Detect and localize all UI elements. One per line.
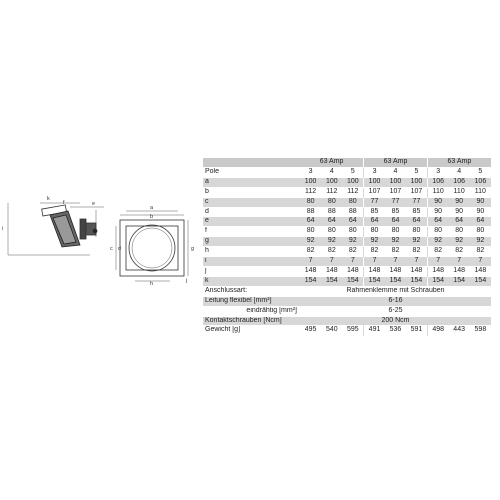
table-cell: 82 xyxy=(406,247,427,257)
table-cell: 112 xyxy=(321,187,342,197)
table-cell: 64 xyxy=(321,217,342,227)
table-row xyxy=(203,197,491,207)
row-label: h xyxy=(203,247,300,257)
table-cell: 7 xyxy=(406,257,427,267)
table-cell: 64 xyxy=(470,217,491,227)
table-cell: 90 xyxy=(427,207,448,217)
table-cell: 154 xyxy=(470,276,491,286)
table-row xyxy=(203,217,491,227)
dim-label-k: k xyxy=(47,196,50,202)
table-cell: 598 xyxy=(470,326,491,336)
table-cell: 80 xyxy=(385,227,406,237)
table-cell: 64 xyxy=(300,217,321,227)
row-value: Rahmenklemme mit Schrauben xyxy=(300,286,491,296)
table-cell: 7 xyxy=(427,257,448,267)
table-cell: 85 xyxy=(385,207,406,217)
table-cell: 5 xyxy=(342,167,363,177)
dim-label-d: d xyxy=(118,246,122,252)
table-cell: 110 xyxy=(449,187,470,197)
row-value: 6-16 xyxy=(300,296,491,306)
dim-label-a: a xyxy=(150,205,154,211)
table-cell: 85 xyxy=(406,207,427,217)
table-cell: 154 xyxy=(321,276,342,286)
anschlussart-row xyxy=(203,286,491,296)
row-label: Pole xyxy=(203,167,300,177)
table-cell: 82 xyxy=(427,247,448,257)
table-cell: 107 xyxy=(406,187,427,197)
table-cell: 80 xyxy=(342,197,363,207)
row-label: Anschlussart: xyxy=(203,286,300,296)
gewicht-row xyxy=(203,326,491,336)
table-cell: 92 xyxy=(385,237,406,247)
eindraehtig-row xyxy=(203,306,491,316)
table-cell: 92 xyxy=(364,237,385,247)
table-cell: 154 xyxy=(300,276,321,286)
table-row xyxy=(203,227,491,237)
table-cell: 80 xyxy=(300,227,321,237)
table-cell: 64 xyxy=(385,217,406,227)
row-value: 200 Ncm xyxy=(300,316,491,326)
table-cell: 92 xyxy=(406,237,427,247)
dim-label-c: c xyxy=(110,246,113,252)
group-header: 63 Amp xyxy=(427,158,491,167)
row-label: g xyxy=(203,237,300,247)
table-cell: 92 xyxy=(300,237,321,247)
table-cell: 154 xyxy=(364,276,385,286)
dim-label-j: j xyxy=(186,278,188,284)
table-cell: 100 xyxy=(321,177,342,187)
table-cell: 148 xyxy=(470,266,491,276)
table-cell: 540 xyxy=(321,326,342,336)
table-cell: 3 xyxy=(300,167,321,177)
table-cell: 5 xyxy=(406,167,427,177)
table-cell: 100 xyxy=(364,177,385,187)
table-cell: 80 xyxy=(342,227,363,237)
table-cell: 106 xyxy=(427,177,448,187)
table-cell: 5 xyxy=(470,167,491,177)
group-header: 63 Amp xyxy=(300,158,364,167)
row-label: d xyxy=(203,207,300,217)
spec-table-body xyxy=(203,158,491,336)
table-cell: 92 xyxy=(321,237,342,247)
table-cell: 64 xyxy=(406,217,427,227)
table-cell: 7 xyxy=(385,257,406,267)
technical-drawing xyxy=(0,185,200,285)
table-cell: 92 xyxy=(342,237,363,247)
table-cell: 7 xyxy=(470,257,491,267)
table-row xyxy=(203,276,491,286)
group-header: 63 Amp xyxy=(364,158,428,167)
table-cell: 90 xyxy=(470,207,491,217)
table-cell: 4 xyxy=(449,167,470,177)
row-label: eindrähtig [mm²] xyxy=(203,306,300,316)
table-cell: 100 xyxy=(342,177,363,187)
table-cell: 3 xyxy=(364,167,385,177)
leitung-flexibel-row xyxy=(203,296,491,306)
table-cell: 77 xyxy=(364,197,385,207)
row-label: Gewicht [g] xyxy=(203,326,300,336)
table-cell: 154 xyxy=(406,276,427,286)
table-cell: 80 xyxy=(300,197,321,207)
table-cell: 80 xyxy=(364,227,385,237)
row-label: b xyxy=(203,187,300,197)
table-row xyxy=(203,237,491,247)
table-cell: 64 xyxy=(364,217,385,227)
table-cell: 154 xyxy=(385,276,406,286)
table-cell: 7 xyxy=(364,257,385,267)
table-cell: 148 xyxy=(300,266,321,276)
table-cell: 4 xyxy=(321,167,342,177)
table-cell: 595 xyxy=(342,326,363,336)
table-cell: 148 xyxy=(342,266,363,276)
table-cell: 154 xyxy=(342,276,363,286)
row-label: i xyxy=(203,257,300,267)
table-cell: 82 xyxy=(364,247,385,257)
table-cell: 106 xyxy=(449,177,470,187)
table-cell: 148 xyxy=(427,266,448,276)
dim-label-h: h xyxy=(150,281,154,285)
table-cell: 154 xyxy=(427,276,448,286)
table-cell: 82 xyxy=(470,247,491,257)
table-cell: 80 xyxy=(449,227,470,237)
dim-label-b: b xyxy=(150,214,154,220)
table-cell: 64 xyxy=(342,217,363,227)
table-cell: 148 xyxy=(364,266,385,276)
table-cell: 88 xyxy=(321,207,342,217)
table-cell: 77 xyxy=(406,197,427,207)
table-cell: 106 xyxy=(470,177,491,187)
row-label: e xyxy=(203,217,300,227)
table-cell: 112 xyxy=(342,187,363,197)
table-cell: 491 xyxy=(364,326,385,336)
table-cell: 536 xyxy=(385,326,406,336)
table-cell: 85 xyxy=(364,207,385,217)
table-cell: 154 xyxy=(449,276,470,286)
table-cell: 77 xyxy=(385,197,406,207)
dim-label-f: f xyxy=(63,200,65,206)
table-cell: 64 xyxy=(427,217,448,227)
table-cell: 82 xyxy=(321,247,342,257)
table-cell: 3 xyxy=(427,167,448,177)
table-cell: 92 xyxy=(449,237,470,247)
row-label: k xyxy=(203,276,300,286)
table-cell: 7 xyxy=(300,257,321,267)
table-row xyxy=(203,207,491,217)
table-cell: 88 xyxy=(300,207,321,217)
table-row xyxy=(203,257,491,267)
dim-label-e: e xyxy=(92,201,96,207)
table-row xyxy=(203,187,491,197)
table-cell: 7 xyxy=(449,257,470,267)
table-row xyxy=(203,177,491,187)
table-cell: 92 xyxy=(427,237,448,247)
table-cell: 148 xyxy=(449,266,470,276)
table-cell: 88 xyxy=(342,207,363,217)
table-cell: 100 xyxy=(406,177,427,187)
table-cell: 148 xyxy=(321,266,342,276)
table-cell: 90 xyxy=(449,207,470,217)
table-cell: 80 xyxy=(321,227,342,237)
table-cell: 112 xyxy=(300,187,321,197)
kontaktschrauben-row xyxy=(203,316,491,326)
side-view xyxy=(8,203,104,255)
table-cell: 80 xyxy=(470,227,491,237)
row-label: Leitung flexibel [mm²] xyxy=(203,296,300,306)
table-cell: 107 xyxy=(385,187,406,197)
table-cell: 110 xyxy=(470,187,491,197)
table-row xyxy=(203,266,491,276)
table-cell: 7 xyxy=(321,257,342,267)
row-label: c xyxy=(203,197,300,207)
table-cell: 82 xyxy=(342,247,363,257)
table-cell: 100 xyxy=(300,177,321,187)
table-cell: 495 xyxy=(300,326,321,336)
row-label: j xyxy=(203,266,300,276)
table-cell: 443 xyxy=(449,326,470,336)
table-cell: 82 xyxy=(300,247,321,257)
row-label: f xyxy=(203,227,300,237)
table-cell: 82 xyxy=(449,247,470,257)
table-cell: 148 xyxy=(406,266,427,276)
front-view xyxy=(116,211,188,281)
table-cell: 90 xyxy=(427,197,448,207)
table-cell: 92 xyxy=(470,237,491,247)
table-cell: 80 xyxy=(406,227,427,237)
row-label: Kontaktschrauben [Ncm] xyxy=(203,316,300,326)
table-cell: 90 xyxy=(449,197,470,207)
table-cell: 107 xyxy=(364,187,385,197)
row-label: a xyxy=(203,177,300,187)
table-cell: 80 xyxy=(427,227,448,237)
table-cell: 80 xyxy=(321,197,342,207)
table-cell: 64 xyxy=(449,217,470,227)
table-cell: 498 xyxy=(427,326,448,336)
table-cell: 148 xyxy=(385,266,406,276)
table-cell: 100 xyxy=(385,177,406,187)
table-cell: 90 xyxy=(470,197,491,207)
spec-table xyxy=(203,158,491,336)
table-row xyxy=(203,167,491,177)
dim-label-i: i xyxy=(2,226,4,232)
row-value: 6-25 xyxy=(300,306,491,316)
table-row xyxy=(203,247,491,257)
table-cell: 591 xyxy=(406,326,427,336)
table-cell: 82 xyxy=(385,247,406,257)
header-row xyxy=(203,158,491,167)
table-cell: 7 xyxy=(342,257,363,267)
dim-label-g: g xyxy=(191,246,195,252)
table-cell: 4 xyxy=(385,167,406,177)
table-cell: 110 xyxy=(427,187,448,197)
